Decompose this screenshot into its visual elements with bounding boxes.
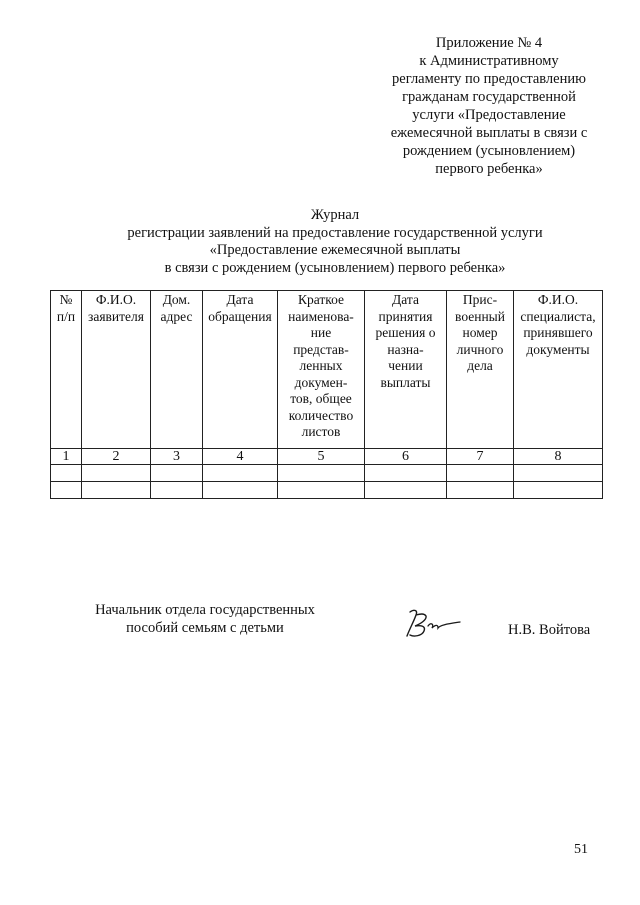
empty-cell bbox=[203, 465, 278, 482]
empty-cell bbox=[82, 465, 151, 482]
empty-cell bbox=[51, 465, 82, 482]
header-cell-documents: Краткое наименова- ние представ- ленных докумен- тов, общее количество листов bbox=[278, 291, 365, 449]
appendix-line: гражданам государственной bbox=[402, 89, 576, 105]
signatory-position-line: Начальник отдела государственных bbox=[95, 602, 315, 618]
header-cell-number: № п/п bbox=[51, 291, 82, 449]
appendix-line: Приложение № 4 bbox=[435, 35, 543, 51]
column-number-cell: 1 bbox=[51, 449, 82, 465]
empty-cell bbox=[365, 465, 447, 482]
header-cell-decision-date: Дата принятия решения о назна- чении выплаты bbox=[365, 291, 447, 449]
signer-name: Н.В. Войтова bbox=[508, 622, 591, 638]
empty-cell bbox=[514, 482, 603, 499]
table-header-row bbox=[51, 291, 603, 449]
empty-cell bbox=[151, 465, 203, 482]
signatory-position-line: пособий семьям с детьми bbox=[126, 620, 284, 636]
table-row bbox=[51, 482, 603, 499]
handwritten-signature bbox=[402, 606, 464, 640]
column-number-cell: 3 bbox=[151, 449, 203, 465]
empty-cell bbox=[447, 482, 514, 499]
empty-cell bbox=[51, 482, 82, 499]
column-number-cell: 8 bbox=[514, 449, 603, 465]
column-number-cell: 6 bbox=[365, 449, 447, 465]
registration-table bbox=[50, 290, 603, 499]
page-number: 51 bbox=[574, 842, 588, 857]
signatory-position bbox=[80, 601, 330, 637]
empty-cell bbox=[82, 482, 151, 499]
appendix-line: регламенту по предоставлению bbox=[392, 71, 586, 87]
journal-title-line: «Предоставление ежемесячной выплаты bbox=[209, 242, 461, 258]
header-cell-applicant-name: Ф.И.О. заявителя bbox=[82, 291, 151, 449]
empty-cell bbox=[151, 482, 203, 499]
empty-cell bbox=[514, 465, 603, 482]
appendix-line: услуги «Предоставление bbox=[412, 107, 566, 123]
column-number-cell: 5 bbox=[278, 449, 365, 465]
appendix-line: ежемесячной выплаты в связи с bbox=[390, 125, 588, 141]
header-cell-home-address: Дом. адрес bbox=[151, 291, 203, 449]
table-row bbox=[51, 465, 603, 482]
appendix-line: рождением (усыновлением) bbox=[402, 143, 576, 159]
column-number-cell: 4 bbox=[203, 449, 278, 465]
empty-cell bbox=[365, 482, 447, 499]
journal-title bbox=[50, 207, 620, 277]
empty-cell bbox=[447, 465, 514, 482]
empty-cell bbox=[278, 465, 365, 482]
journal-title-line: Журнал bbox=[310, 207, 360, 223]
appendix-header bbox=[360, 34, 618, 178]
journal-title-line: в связи с рождением (усыновлением) первого ребенка» bbox=[164, 259, 506, 276]
empty-cell bbox=[278, 482, 365, 499]
column-number-cell: 7 bbox=[447, 449, 514, 465]
appendix-line: к Административному bbox=[419, 53, 559, 69]
column-numbers-row bbox=[51, 449, 603, 465]
header-cell-case-number: Прис- военный номер личного дела bbox=[447, 291, 514, 449]
journal-title-line: регистрации заявлений на предоставление государственной услуги bbox=[127, 224, 543, 241]
appendix-line: первого ребенка» bbox=[435, 161, 543, 177]
header-cell-specialist-name: Ф.И.О. специалиста, принявшего документы bbox=[514, 291, 603, 449]
column-number-cell: 2 bbox=[82, 449, 151, 465]
empty-cell bbox=[203, 482, 278, 499]
header-cell-request-date: Дата обращения bbox=[203, 291, 278, 449]
